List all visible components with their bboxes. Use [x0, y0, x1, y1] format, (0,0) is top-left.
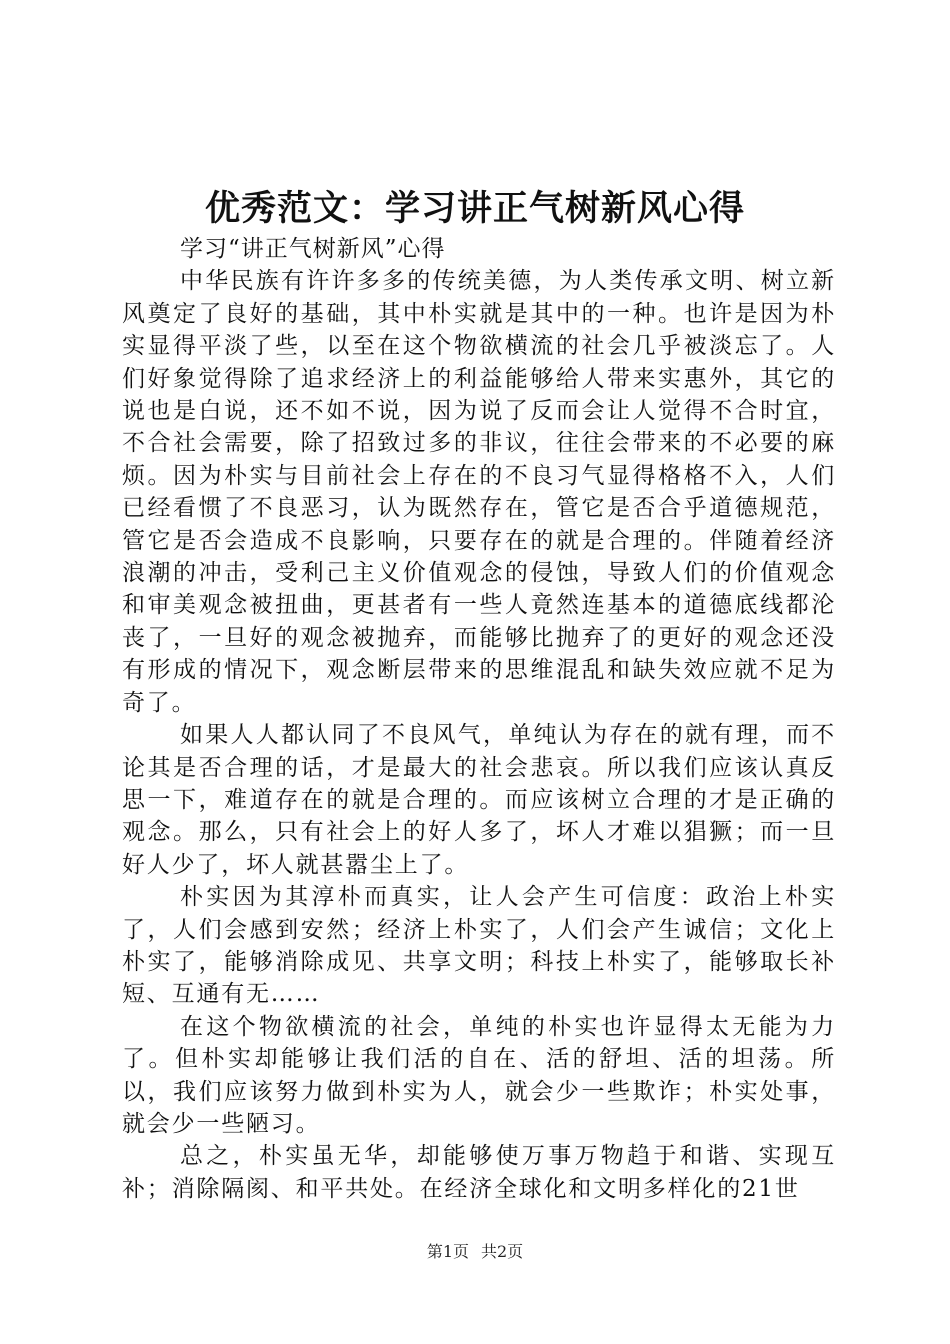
document-title: 优秀范文：学习讲正气树新风心得 [204, 189, 745, 229]
paragraph-1: 中华民族有许许多多的传统美德，为人类传承文明、树立新风奠定了良好的基础，其中朴实就是其中的一种。也许是因为朴实显得平淡了些，以至在这个物欲横流的社会几乎被淡忘了。人们好象觉得除了追求经济上的利益能够给人带来实惠外，其它的说也是白说，还不如不说，因为说了反而会让人觉得不合时宜，不合社会需要，除了招致过多的非议，往往会带来的不必要的麻烦。因为朴实与目前社会上存在的不良习气显得格格不入，人们已经看惯了不良恶习，认为既然存在，管它是否合乎道德规范，管它是否会造成不良影响，只要存在的就是合理的。伴随着经济浪潮的冲击，受利己主义价值观念的侵蚀，导致人们的价值观念和审美观念被扭曲，更甚者有一些人竟然连基本的道德底线都沦丧了，一旦好的观念被抛弃，而能够比抛弃了的更好的观念还没有形成的情况下，观念断层带来的思维混乱和缺失效应就不足为奇了。 [122, 268, 836, 716]
page-footer [0, 1240, 950, 1264]
paragraph-4: 在这个物欲横流的社会，单纯的朴实也许显得太无能为力了。但朴实却能够让我们活的自在、活的舒坦、活的坦荡。所以，我们应该努力做到朴实为人，就会少一些欺诈；朴实处事，就会少一些陋习。 [122, 1013, 836, 1137]
paragraph-2: 如果人人都认同了不良风气，单纯认为存在的就有理，而不论其是否合理的话，才是最大的社会悲哀。所以我们应该认真反思一下，难道存在的就是合理的。而应该树立合理的才是正确的观念。那么，只有社会上的好人多了，坏人才难以猖獗；而一旦好人少了，坏人就甚嚣尘上了。 [122, 722, 836, 878]
paragraph-3: 朴实因为其淳朴而真实，让人会产生可信度：政治上朴实了，人们会感到安然；经济上朴实了，人们会产生诚信；文化上朴实了，能够消除成见、共享文明；科技上朴实了，能够取长补短、互通有无…… [122, 884, 836, 1008]
document-body [122, 233, 836, 1205]
document-subtitle: 学习“讲正气树新风”心得 [180, 236, 446, 262]
paragraph-5: 总之，朴实虽无华，却能够使万事万物趋于和谐、实现互补；消除隔阂、和平共处。在经济全球化和文明多样化的21世 [122, 1143, 836, 1202]
page-total: 共2页 [481, 1242, 524, 1261]
page-number: 第1页 [426, 1242, 469, 1261]
